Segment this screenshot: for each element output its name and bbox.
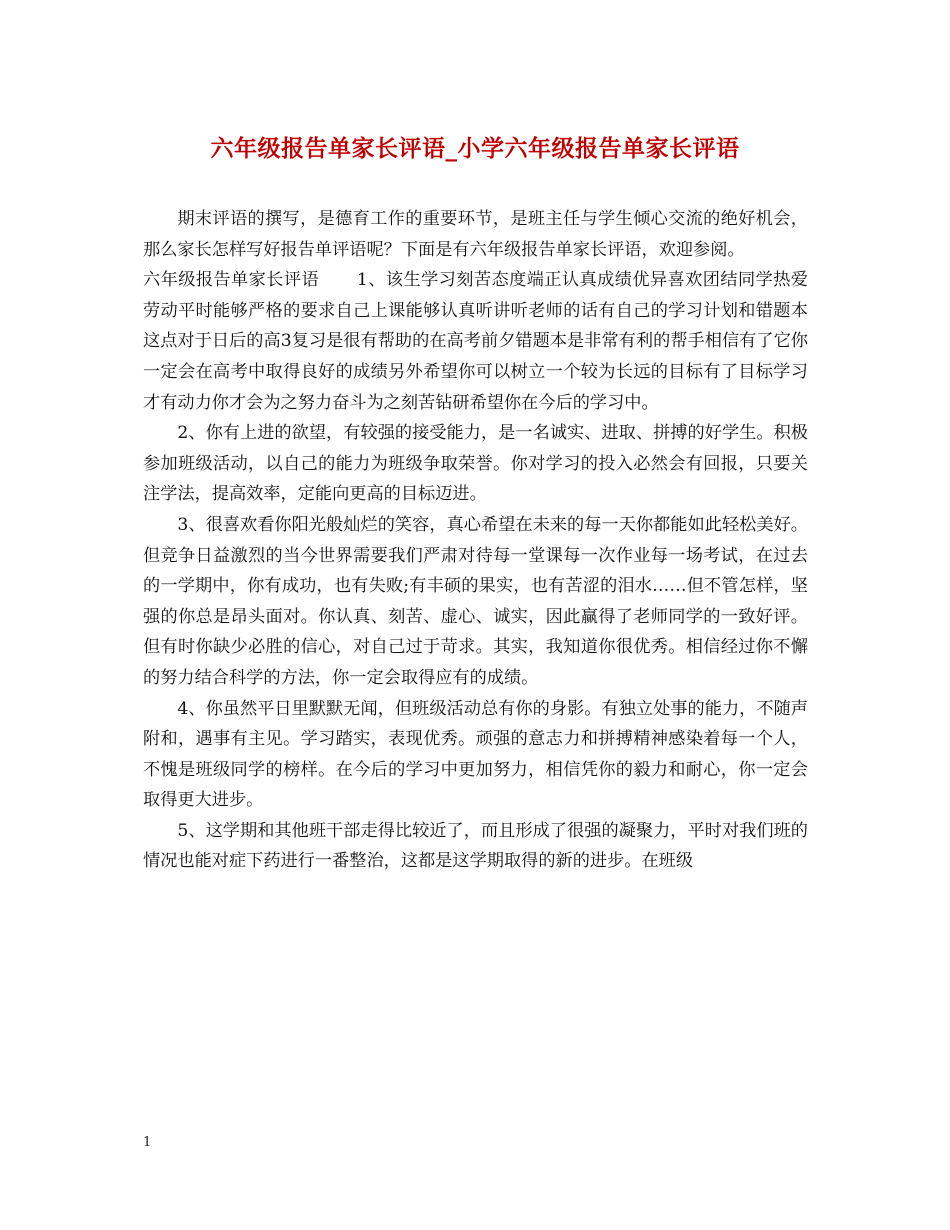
- intro-paragraph: 期末评语的撰写，是德育工作的重要环节，是班主任与学生倾心交流的绝好机会，那么家长怎样写好报告单评语呢？下面是有六年级报告单家长评语，欢迎参阅。: [143, 209, 808, 260]
- document-body: [143, 204, 808, 877]
- paragraph-2: 2、你有上进的欲望，有较强的接受能力，是一名诚实、进取、拼搏的好学生。积极参加班级活动，以自己的能力为班级争取荣誉。你对学习的投入必然会有回报，只要关注学法，提高效率，定能向更高的目标迈进。: [143, 423, 808, 505]
- paragraph-5: 5、这学期和其他班干部走得比较近了，而且形成了很强的凝聚力，平时对我们班的情况也能对症下药进行一番整治，这都是这学期取得的新的进步。在班级: [143, 820, 808, 872]
- page-number: 1: [143, 1135, 152, 1150]
- document-title: 六年级报告单家长评语_小学六年级报告单家长评语: [210, 135, 740, 162]
- section-heading: 六年级报告单家长评语: [143, 270, 320, 291]
- paragraph-4: 4、你虽然平日里默默无闻，但班级活动总有你的身影。有独立处事的能力，不随声附和，遇事有主见。学习踏实，表现优秀。顽强的意志力和拼搏精神感染着每一个人，不愧是班级同学的榜样。在今后的学习中更加努力，相信凭你的毅力和耐心，你一定会取得更大进步。: [143, 698, 808, 811]
- paragraph-3: 3、很喜欢看你阳光般灿烂的笑容，真心希望在未来的每一天你都能如此轻松美好。但竞争日益激烈的当今世界需要我们严肃对待每一堂课每一次作业每一场考试，在过去的一学期中，你有成功，也有失败;有丰硕的果实，也有苦涩的泪水……但不管怎样，坚强的你总是昂头面对。你认真、刻苦、虚心、诚实，因此赢得了老师同学的一致好评。但有时你缺少必胜的信心，对自己过于苛求。其实，我知道你很优秀。相信经过你不懈的努力结合科学的方法，你一定会取得应有的成绩。: [143, 514, 808, 688]
- paragraph-1: [143, 265, 808, 418]
- paragraph-1-text: 1、该生学习刻苦态度端正认真成绩优异喜欢团结同学热爱劳动平时能够严格的要求自己上课能够认真听讲听老师的话有自己的学习计划和错题本这点对于日后的高3复习是很有帮助的在高考前夕错题本是非常有利的帮手相信有了它你一定会在高考中取得良好的成绩另外希望你可以树立一个较为长远的目标有了目标学习才有动力你才会为之努力奋斗为之刻苦钻研希望你在今后的学习中。: [143, 270, 809, 413]
